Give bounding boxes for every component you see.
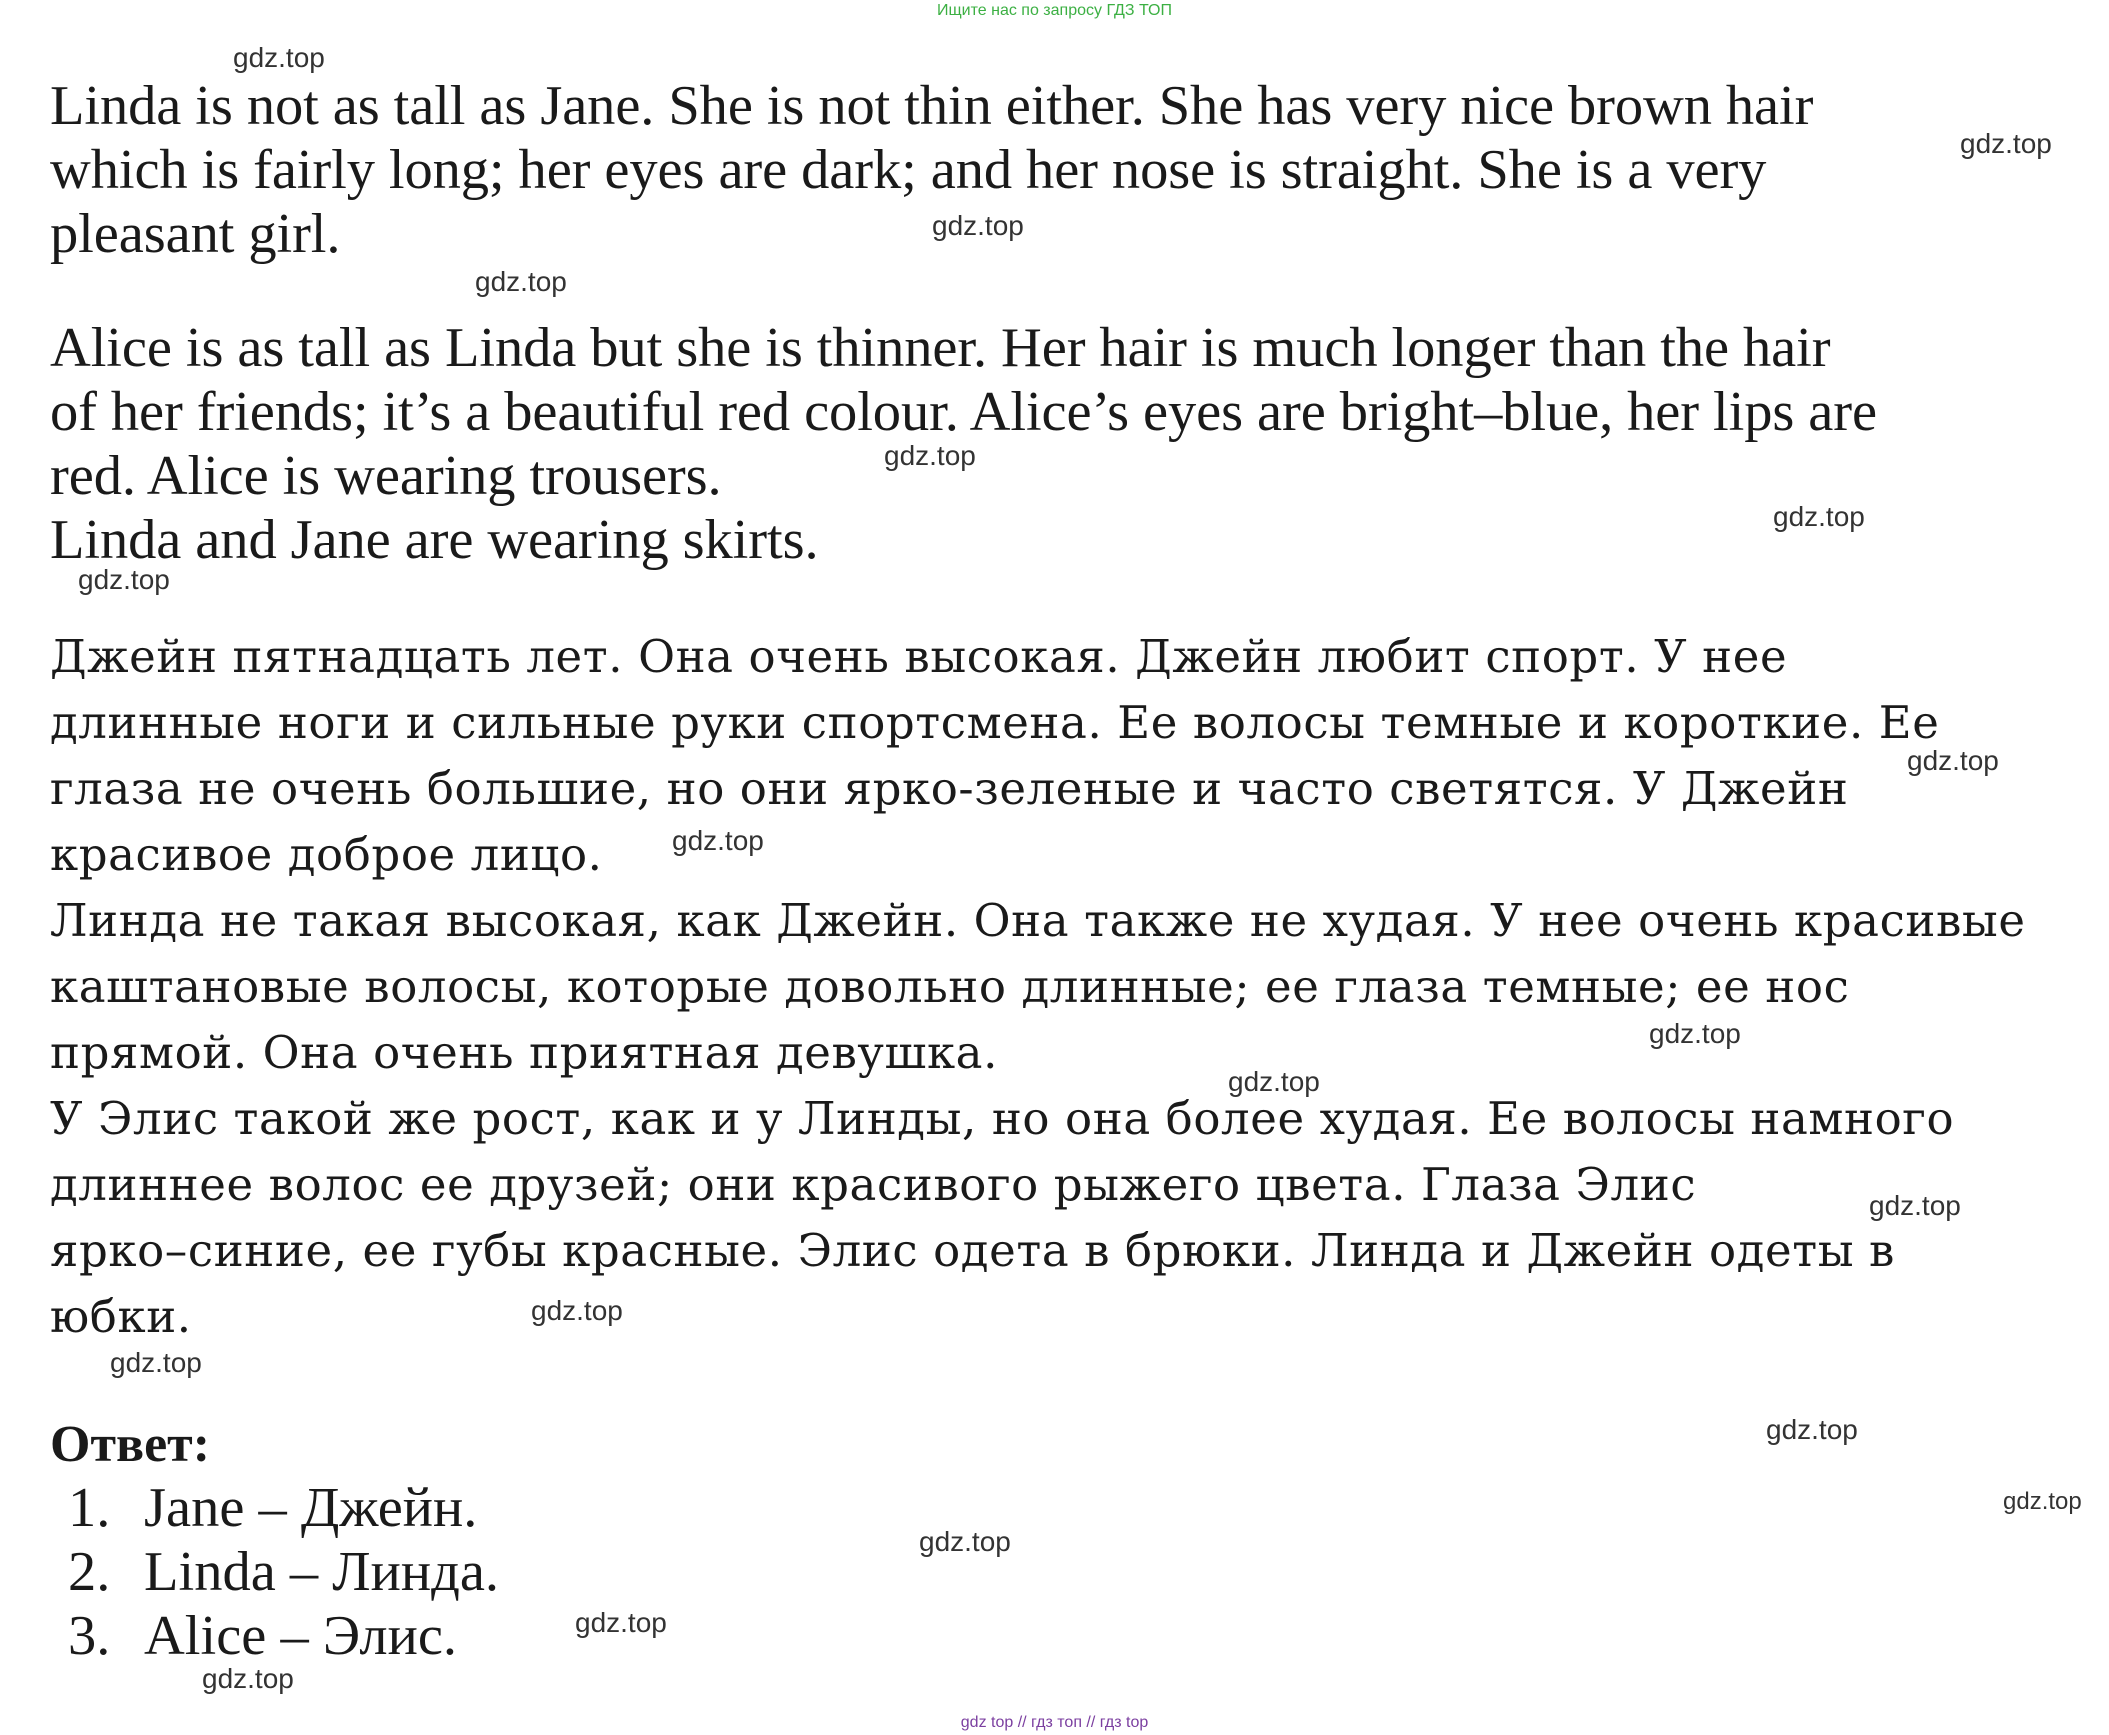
text-line: Джейн пятнадцать лет. Она очень высокая. Джейн любит спорт. У нее — [50, 630, 1788, 683]
watermark: gdz.top — [1960, 128, 2052, 159]
watermark: gdz.top — [1773, 501, 1865, 532]
text-line: Линда не такая высокая, как Джейн. Она также не худая. У нее очень красивые — [50, 894, 2026, 947]
text-line: Linda is not as tall as Jane. She is not thin either. She has very nice brown hair — [50, 75, 1814, 137]
text-line: длиннее волос ее друзей; они красивого рыжего цвета. Глаза Элис — [50, 1158, 1697, 1211]
answer-number: 3. — [68, 1605, 111, 1667]
watermark: gdz.top — [919, 1526, 1011, 1557]
answer-number: 2. — [68, 1541, 111, 1603]
text-line: of her friends; it’s a beautiful red colour. Alice’s eyes are bright–blue, her lips are — [50, 381, 1877, 443]
watermark: gdz.top — [1766, 1414, 1858, 1445]
text-line: ярко–синие, ее губы красные. Элис одета в брюки. Линда и Джейн одеты в — [50, 1224, 1895, 1277]
text-line: прямой. Она очень приятная девушка. — [50, 1026, 999, 1079]
text-line: глаза не очень большие, но они ярко-зеленые и часто светятся. У Джейн — [50, 762, 1849, 815]
text-line: юбки. — [50, 1290, 192, 1343]
text-line: which is fairly long; her eyes are dark; and her nose is straight. She is a very — [50, 139, 1767, 201]
watermark: gdz.top — [575, 1607, 667, 1638]
answer-text: Alice – Элис. — [144, 1605, 458, 1667]
text-line: длинные ноги и сильные руки спортсмена. Ее волосы темные и короткие. Ее — [50, 696, 1940, 749]
watermark: gdz.top — [233, 42, 325, 73]
text-line: pleasant girl. — [50, 203, 341, 265]
watermark: gdz.top — [672, 825, 764, 856]
watermark: gdz.top — [531, 1295, 623, 1326]
watermark: gdz.top — [2003, 1488, 2082, 1515]
answer-item — [68, 1540, 499, 1604]
answer-list — [68, 1476, 499, 1668]
watermark: gdz.top — [932, 210, 1024, 241]
russian-translation — [50, 624, 2026, 1350]
watermark: gdz.top — [884, 440, 976, 471]
answer-item — [68, 1604, 499, 1668]
watermark: gdz.top — [1869, 1190, 1961, 1221]
watermark: gdz.top — [110, 1347, 202, 1378]
watermark: gdz.top — [202, 1663, 294, 1694]
text-line: red. Alice is wearing trousers. — [50, 445, 722, 507]
text-line: красивое доброе лицо. — [50, 828, 603, 881]
answer-number: 1. — [68, 1477, 111, 1539]
watermark: gdz.top — [1649, 1018, 1741, 1049]
answer-item — [68, 1476, 499, 1540]
answer-text: Linda – Линда. — [144, 1541, 500, 1603]
text-line: У Элис такой же рост, как и у Линды, но она более худая. Ее волосы намного — [50, 1092, 1955, 1145]
text-line: каштановые волосы, которые довольно длинные; ее глаза темные; ее нос — [50, 960, 1850, 1013]
answer-heading: Ответ: — [50, 1416, 211, 1473]
watermark: gdz.top — [1228, 1066, 1320, 1097]
text-line: Alice is as tall as Linda but she is thinner. Her hair is much longer than the hair — [50, 317, 1831, 379]
watermark: gdz.top — [475, 266, 567, 297]
bottom-banner: gdz top // гдз топ // гдз top — [960, 1714, 1149, 1731]
top-banner: Ищите нас по запросу ГДЗ ТОП — [937, 2, 1172, 19]
watermark: gdz.top — [78, 564, 170, 595]
answer-text: Jane – Джейн. — [144, 1477, 478, 1539]
text-line: Linda and Jane are wearing skirts. — [50, 509, 819, 571]
watermark: gdz.top — [1907, 745, 1999, 776]
